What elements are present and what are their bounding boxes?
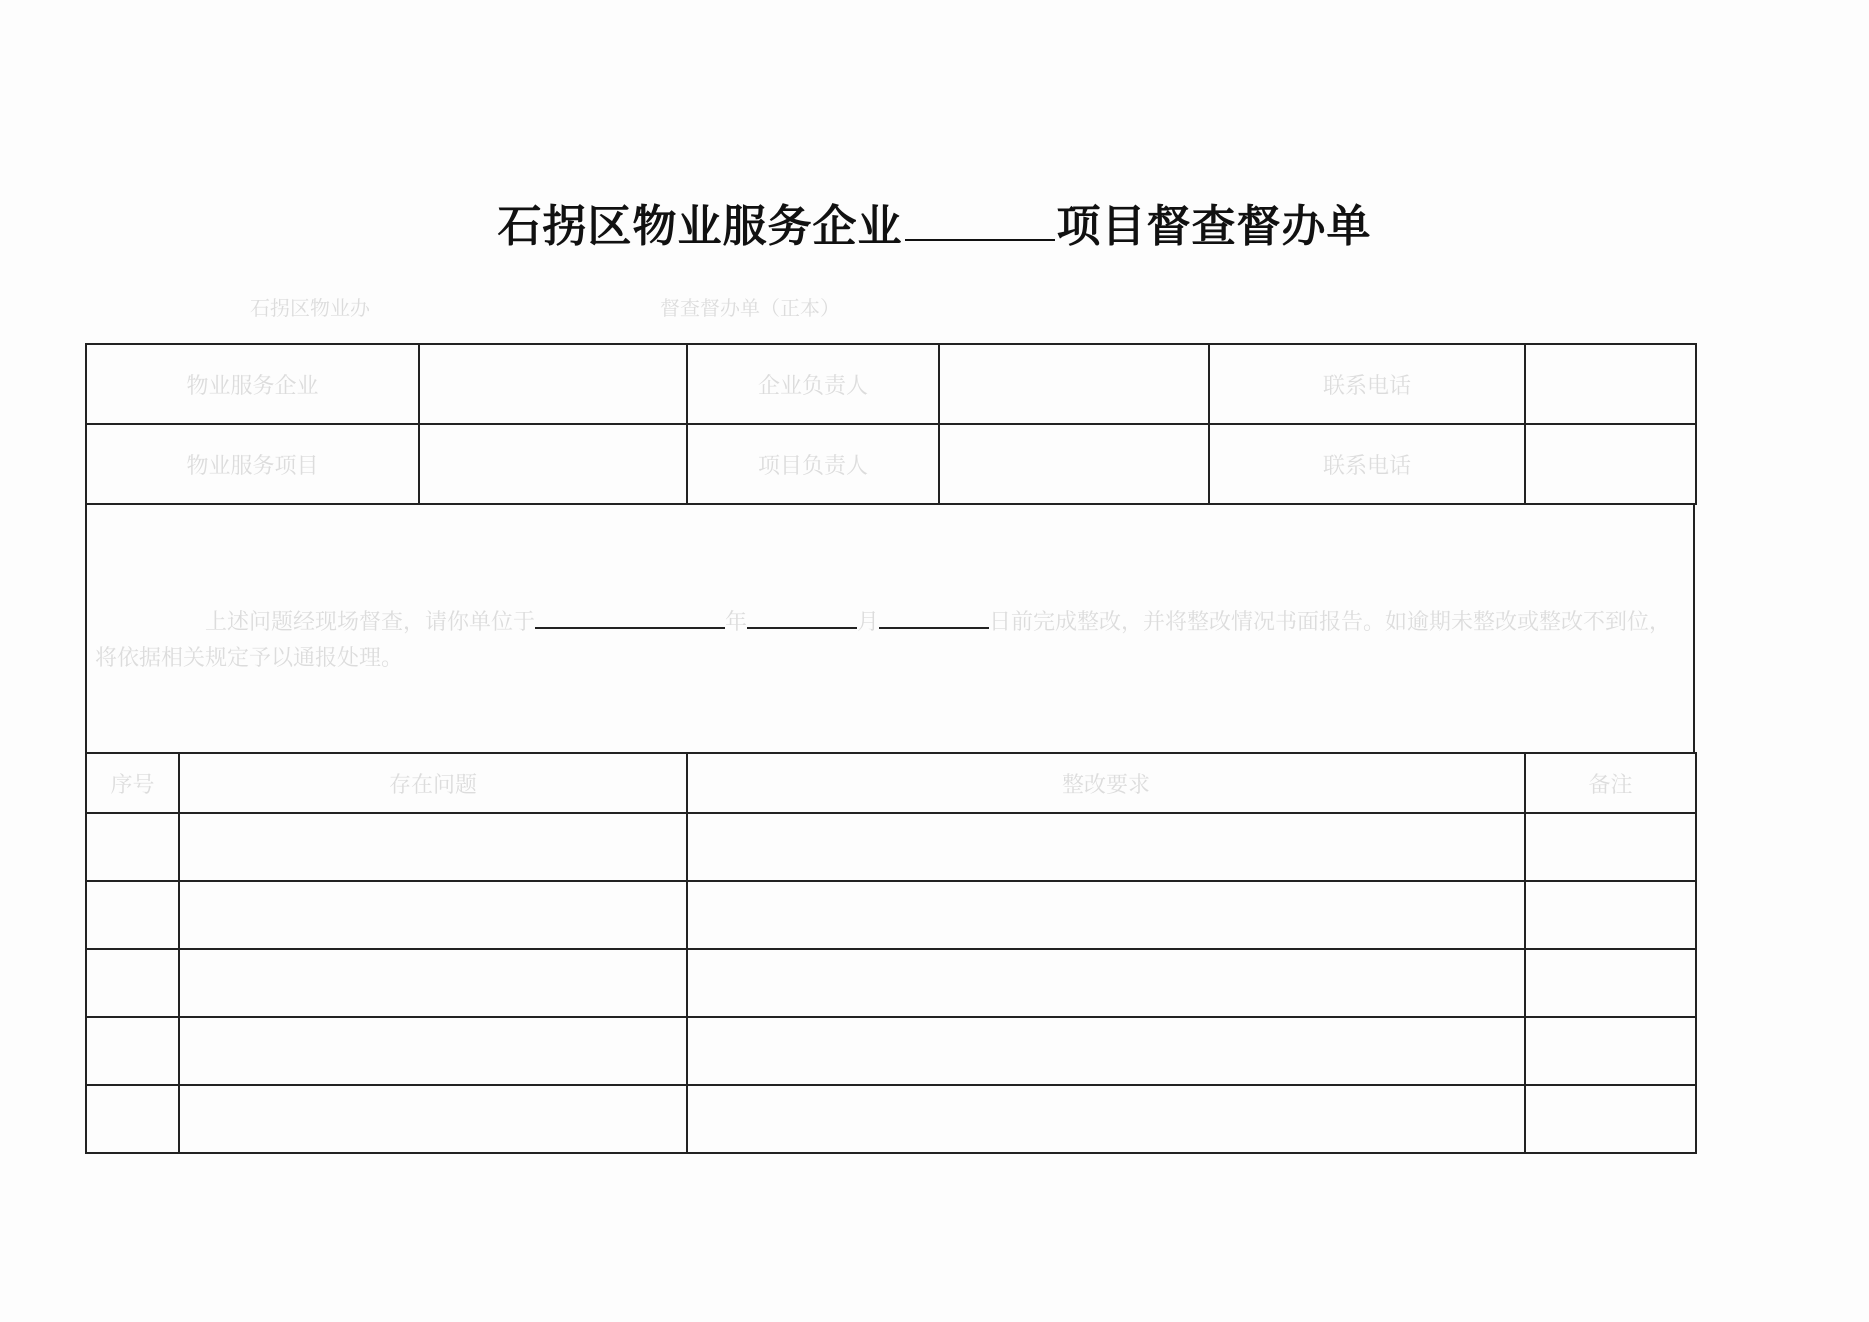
header-index: 序号 <box>86 753 179 813</box>
notice-text <box>95 603 1685 677</box>
info-value-field[interactable] <box>939 344 1209 424</box>
year-blank[interactable] <box>535 603 725 629</box>
table-row <box>86 1085 1696 1153</box>
subheader-left: 石拐区物业办 <box>250 296 370 320</box>
cell-index[interactable] <box>86 1017 179 1085</box>
table-row <box>86 813 1696 881</box>
info-label: 联系电话 <box>1209 424 1525 504</box>
cell-problem[interactable] <box>179 949 687 1017</box>
header-problem: 存在问题 <box>179 753 687 813</box>
notice-part4: 日前完成整改，并将整改情况书面报告。如逾期未整改或整改不到位，将依据相关规定予以通报处理。 <box>95 610 1672 671</box>
cell-requirement[interactable] <box>687 949 1525 1017</box>
notice-part3: 月 <box>857 610 880 635</box>
header-remarks: 备注 <box>1525 753 1696 813</box>
cell-index[interactable] <box>86 1085 179 1153</box>
info-value-field[interactable] <box>419 344 687 424</box>
info-value-field[interactable] <box>939 424 1209 504</box>
header-requirement: 整改要求 <box>687 753 1525 813</box>
day-blank[interactable] <box>879 603 989 629</box>
table-row <box>86 881 1696 949</box>
info-label: 联系电话 <box>1209 344 1525 424</box>
cell-index[interactable] <box>86 949 179 1017</box>
cell-problem[interactable] <box>179 881 687 949</box>
cell-index[interactable] <box>86 813 179 881</box>
cell-problem[interactable] <box>179 1017 687 1085</box>
cell-problem[interactable] <box>179 1085 687 1153</box>
title-blank-line <box>905 205 1055 241</box>
info-table <box>85 343 1697 505</box>
info-label: 物业服务企业 <box>86 344 419 424</box>
info-label: 项目负责人 <box>687 424 939 504</box>
info-value-field[interactable] <box>419 424 687 504</box>
cell-index[interactable] <box>86 881 179 949</box>
info-label: 企业负责人 <box>687 344 939 424</box>
cell-remarks[interactable] <box>1525 1085 1696 1153</box>
cell-remarks[interactable] <box>1525 881 1696 949</box>
items-header-row <box>86 753 1696 813</box>
info-row <box>86 344 1696 424</box>
info-label: 物业服务项目 <box>86 424 419 504</box>
title-suffix: 项目督查督办单 <box>1056 201 1372 252</box>
cell-requirement[interactable] <box>687 1085 1525 1153</box>
notice-box <box>85 503 1695 753</box>
table-row <box>86 1017 1696 1085</box>
cell-remarks[interactable] <box>1525 1017 1696 1085</box>
cell-requirement[interactable] <box>687 813 1525 881</box>
subheader-center: 督查督办单（正本） <box>660 296 840 320</box>
info-value-field[interactable] <box>1525 424 1696 504</box>
document-title <box>0 190 1869 254</box>
notice-part2: 年 <box>725 610 748 635</box>
cell-remarks[interactable] <box>1525 949 1696 1017</box>
cell-problem[interactable] <box>179 813 687 881</box>
info-row <box>86 424 1696 504</box>
items-table <box>85 752 1697 1154</box>
cell-requirement[interactable] <box>687 881 1525 949</box>
title-prefix: 石拐区物业服务企业 <box>497 201 903 252</box>
cell-requirement[interactable] <box>687 1017 1525 1085</box>
table-row <box>86 949 1696 1017</box>
month-blank[interactable] <box>747 603 857 629</box>
cell-remarks[interactable] <box>1525 813 1696 881</box>
info-value-field[interactable] <box>1525 344 1696 424</box>
notice-part1: 上述问题经现场督查，请你单位于 <box>205 610 536 635</box>
